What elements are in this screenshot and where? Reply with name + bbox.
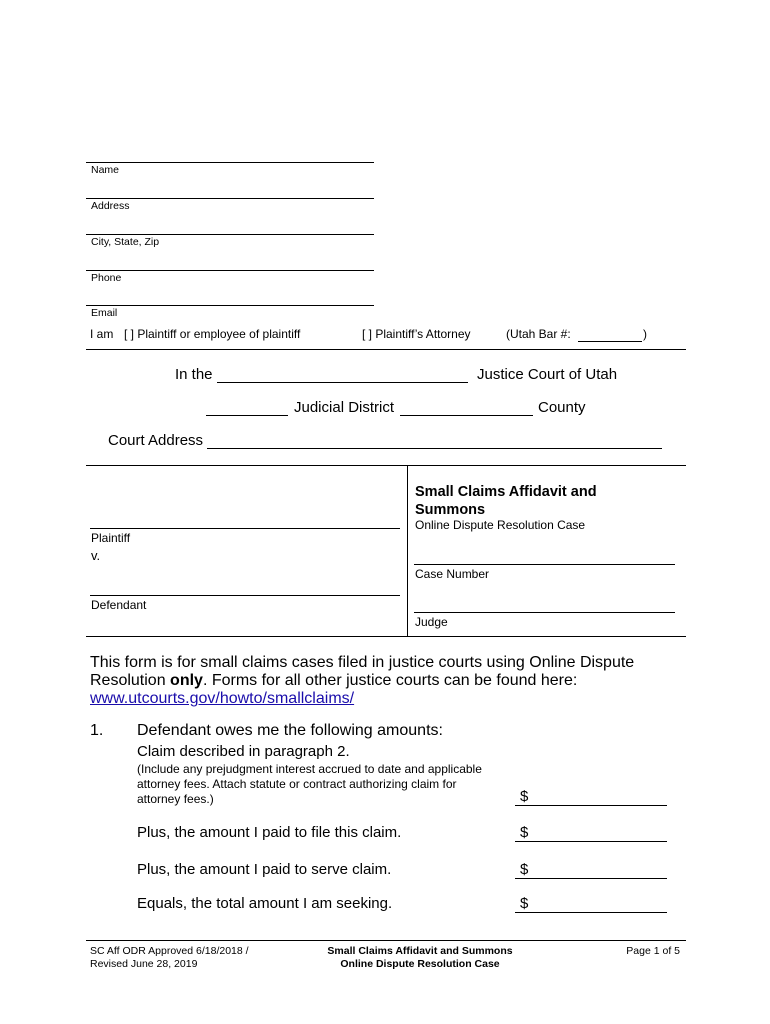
case-number-line[interactable] <box>414 564 675 565</box>
county-label: County <box>538 399 586 416</box>
caption-top-border <box>86 465 686 466</box>
claim-dollar-sign: $ <box>520 788 529 805</box>
versus-label: v. <box>91 548 101 563</box>
justice-court-label: Justice Court of Utah <box>477 366 618 383</box>
defendant-name-line[interactable] <box>90 595 400 596</box>
plaintiff-label: Plaintiff <box>91 531 131 545</box>
footer-left <box>90 945 249 971</box>
utah-bar-close: ) <box>643 327 647 341</box>
court-name-line[interactable] <box>217 382 468 383</box>
in-the-label: In the <box>175 366 213 383</box>
footer-form-subtitle: Online Dispute Resolution Case <box>340 958 500 970</box>
plaintiff-name-line[interactable] <box>90 528 400 529</box>
utah-bar-label: (Utah Bar #: <box>506 327 571 341</box>
role-prefix: I am <box>90 327 114 341</box>
court-address-label: Court Address <box>108 432 204 449</box>
email-line[interactable] <box>86 305 374 306</box>
page-number: Page 1 of 5 <box>626 945 680 957</box>
caption-vertical-divider <box>407 465 408 636</box>
section-1-number: 1. <box>90 722 104 739</box>
filing-amount-line[interactable] <box>515 841 667 842</box>
section-1-heading: Defendant owes me the following amounts: <box>137 722 443 739</box>
total-amount-line[interactable] <box>515 912 667 913</box>
judge-label: Judge <box>415 615 448 629</box>
claim-note-line-3: attorney fees.) <box>137 792 214 806</box>
intro-paragraph <box>90 654 690 708</box>
claim-note-line-1: (Include any prejudgment interest accrued to date and applicable <box>137 762 482 776</box>
claim-description: Claim described in paragraph 2. <box>137 743 350 760</box>
city-state-zip-line[interactable] <box>86 234 374 235</box>
footer-form-title: Small Claims Affidavit and Summons <box>327 945 513 957</box>
intro-text-b: . Forms for all other justice courts can be found here: <box>202 672 578 689</box>
intro-line-1: This form is for small claims cases filed in justice courts using Online Dispute <box>90 654 635 671</box>
service-amount-line[interactable] <box>515 878 667 879</box>
name-line[interactable] <box>86 162 374 163</box>
email-label: Email <box>91 307 118 319</box>
claim-note-line-2: attorney fees. Attach statute or contract authorizing claim for <box>137 777 457 791</box>
intro-text-a: Resolution <box>90 672 171 689</box>
utah-bar-number-line[interactable] <box>578 341 642 342</box>
footer-divider <box>86 940 686 941</box>
smallclaims-link[interactable]: www.utcourts.gov/howto/smallclaims/ <box>90 690 355 707</box>
filing-fee-label: Plus, the amount I paid to file this claim. <box>137 824 402 841</box>
name-label: Name <box>91 164 120 176</box>
phone-label: Phone <box>91 272 122 284</box>
judge-line[interactable] <box>414 612 675 613</box>
footer-approved: SC Aff ODR Approved 6/18/2018 / <box>90 945 249 957</box>
plaintiff-checkbox-option[interactable]: [ ] Plaintiff or employee of plaintiff <box>124 327 301 341</box>
footer-revised: Revised June 28, 2019 <box>90 958 198 970</box>
service-fee-label: Plus, the amount I paid to serve claim. <box>137 861 392 878</box>
district-number-line[interactable] <box>206 415 288 416</box>
claim-note <box>137 762 482 807</box>
address-label: Address <box>91 200 130 212</box>
caption-bottom-border <box>86 636 686 637</box>
address-line[interactable] <box>86 198 374 199</box>
form-subtitle: Online Dispute Resolution Case <box>415 518 586 532</box>
county-name-line[interactable] <box>400 415 533 416</box>
service-dollar-sign: $ <box>520 861 529 878</box>
court-address-line[interactable] <box>207 448 662 449</box>
intro-line-2 <box>90 672 690 690</box>
attorney-checkbox-option[interactable]: [ ] Plaintiff’s Attorney <box>362 327 471 341</box>
judicial-district-label: Judicial District <box>294 399 395 416</box>
total-dollar-sign: $ <box>520 895 529 912</box>
phone-line[interactable] <box>86 270 374 271</box>
claim-amount-line[interactable] <box>515 805 667 806</box>
defendant-label: Defendant <box>91 598 147 612</box>
case-number-label: Case Number <box>415 567 490 581</box>
filing-dollar-sign: $ <box>520 824 529 841</box>
header-divider <box>86 349 686 350</box>
footer-center <box>300 945 540 971</box>
total-label: Equals, the total amount I am seeking. <box>137 895 393 912</box>
intro-only-emphasis: only <box>170 672 203 689</box>
city-state-zip-label: City, State, Zip <box>91 236 160 248</box>
form-title: Small Claims Affidavit and Summons <box>415 484 597 518</box>
